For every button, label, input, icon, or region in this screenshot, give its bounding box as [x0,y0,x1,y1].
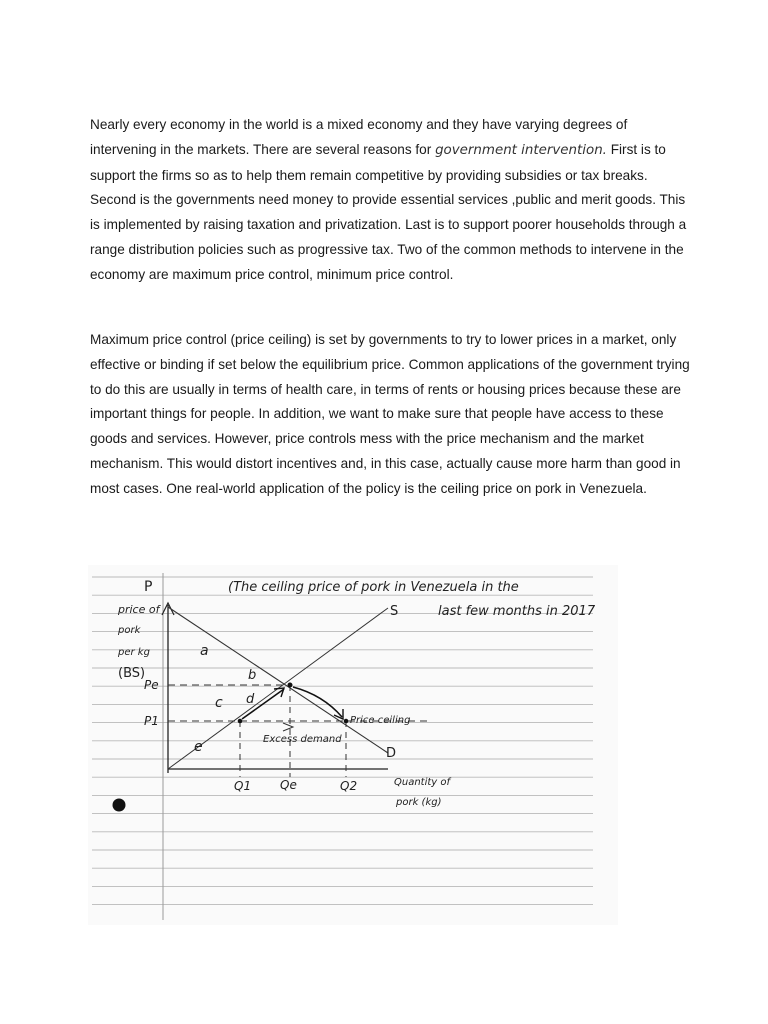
y-label-line4: (BS) [118,666,146,681]
equilibrium-price-label: Pe [144,678,159,692]
x-label-line1: Quantity of [394,777,451,788]
x-tick-q1: Q1 [234,779,252,793]
handwritten-price-ceiling-diagram [88,565,618,925]
hole-punch-mark [113,799,126,812]
price-ceiling-level-label: P1 [144,714,159,728]
diagram-svg [88,565,618,925]
area-label-b: b [248,668,257,683]
area-label-e: e [194,739,203,755]
area-label-a: a [200,643,209,659]
y-label-line3: per kg [118,647,150,658]
intro-text-after: First is to support the firms so as to help them remain competitive by providing subsidies or tax breaks. Second is the governments need money to provide essential services ,public and merit goods. This is implemented by raising taxation and privatization. Last is to support poorer households through a range distribution policies such as progressive tax. Two of the common methods to intervene in the economy are maximum price control, minimum price control. [90,141,687,282]
diagram-title-line1: (The ceiling price of pork in Venezuela in the [228,580,519,595]
y-label-line2: pork [118,625,141,636]
government-intervention-emphasis: government intervention. [435,142,607,158]
intro-text-before: Nearly every economy in the world is a mixed economy and they have varying degrees of intervening in the markets. There are several reasons for [90,117,628,157]
diagram-title-line2: last few months in 2017 [438,604,596,619]
quantity-demanded-point [344,719,349,724]
price-ceiling-label: Price ceiling [350,715,411,726]
x-tick-qe: Qe [280,778,297,792]
area-label-c: c [215,695,223,711]
price-ceiling-paragraph: Maximum price control (price ceiling) is set by governments to try to lower prices in a market, only effective or binding if set below the equilibrium price. Common applications of the government trying to do this are usually in terms of health care, in terms of rents or housing prices because these are important things for people. In addition, we want to make sure that people have access to these goods and services. However, price controls mess with the price mechanism and the market mechanism. This would distort incentives and, in this case, actually cause more harm than good in most cases. One real-world application of the policy is the ceiling price on pork in Venezuela. [90,332,690,496]
supply-label: S [390,604,399,619]
quantity-supplied-point [238,719,243,724]
intro-paragraph [90,113,690,288]
demand-label: D [386,746,397,761]
x-tick-q2: Q2 [340,779,358,793]
equilibrium-point [288,683,293,688]
excess-demand-label: Excess demand [263,734,342,745]
y-axis-symbol: P [144,579,153,595]
y-label-line1: price of [118,603,160,616]
x-label-line2: pork (kg) [396,797,442,808]
area-label-d: d [246,692,255,707]
